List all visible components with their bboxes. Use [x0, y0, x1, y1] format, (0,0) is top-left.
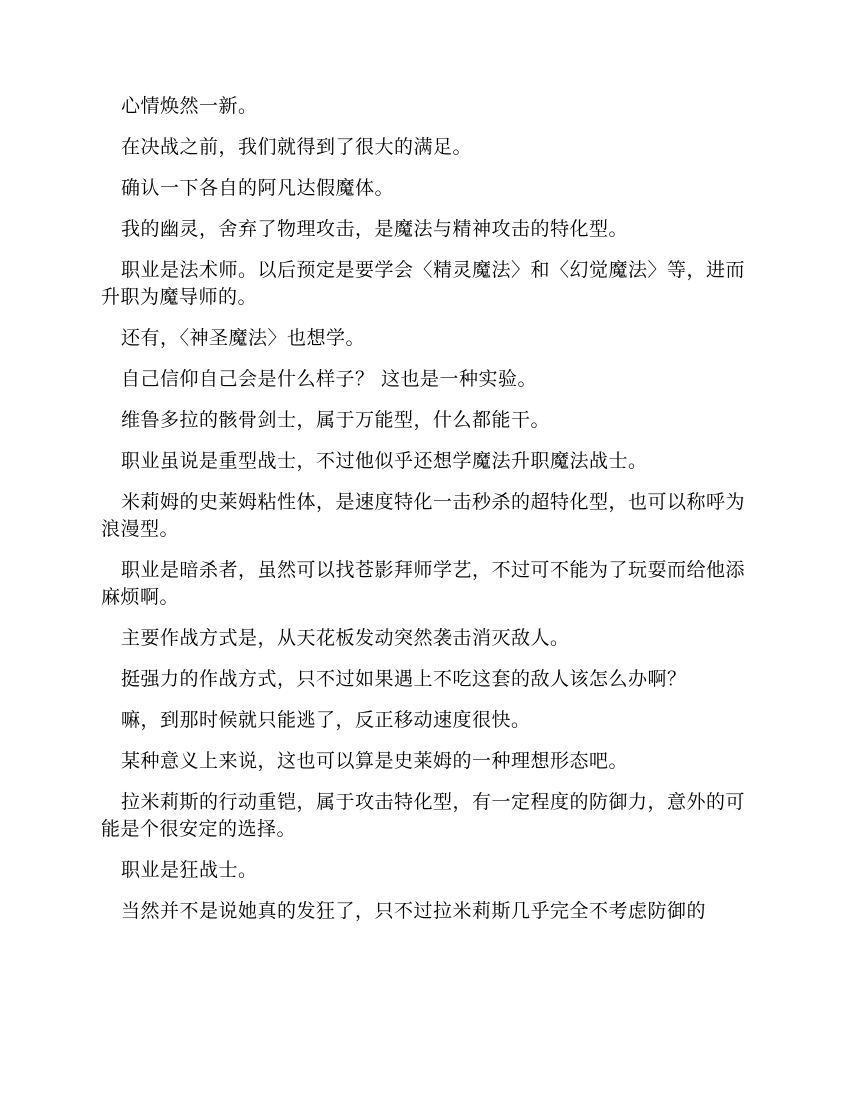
paragraph: 职业虽说是重型战士，不过他似乎还想学魔法升职魔法战士。 — [121, 450, 648, 472]
paragraph: 我的幽灵，舍弃了物理攻击，是魔法与精神攻击的特化型。 — [121, 218, 629, 240]
paragraph: 自己信仰自己会是什么样子？ 这也是一种实验。 — [121, 368, 538, 390]
paragraph: 某种意义上来说，这也可以算是史莱姆的一种理想形态吧。 — [121, 750, 629, 772]
paragraph: 职业是暗杀者，虽然可以找苍影拜师学艺，不过可不能为了玩耍而给他添麻烦啊。 — [101, 559, 746, 608]
paragraph: 拉米莉斯的行动重铠，属于攻击特化型，有一定程度的防御力，意外的可能是个很安定的选择。 — [101, 791, 746, 840]
paragraph: 还有，〈神圣魔法〉也想学。 — [121, 327, 366, 349]
paragraph: 在决战之前，我们就得到了很大的满足。 — [121, 136, 473, 158]
paragraph: 维鲁多拉的骸骨剑士，属于万能型，什么都能干。 — [121, 409, 551, 431]
paragraph: 心情焕然一新。 — [121, 95, 258, 117]
document-body — [101, 93, 751, 939]
paragraph: 米莉姆的史莱姆粘性体，是速度特化一击秒杀的超特化型，也可以称呼为浪漫型。 — [101, 491, 746, 540]
paragraph: 确认一下各自的阿凡达假魔体。 — [121, 177, 395, 199]
paragraph: 嘛，到那时候就只能逃了，反正移动速度很快。 — [121, 709, 531, 731]
paragraph: 职业是狂战士。 — [121, 859, 258, 881]
paragraph: 挺强力的作战方式，只不过如果遇上不吃这套的敌人该怎么办啊？ — [121, 668, 687, 690]
paragraph: 职业是法术师。以后预定是要学会〈精灵魔法〉和〈幻觉魔法〉等，进而升职为魔导师的。 — [101, 259, 746, 308]
paragraph: 当然并不是说她真的发狂了，只不过拉米莉斯几乎完全不考虑防御的 — [121, 900, 707, 922]
paragraph: 主要作战方式是，从天花板发动突然袭击消灭敌人。 — [121, 627, 570, 649]
